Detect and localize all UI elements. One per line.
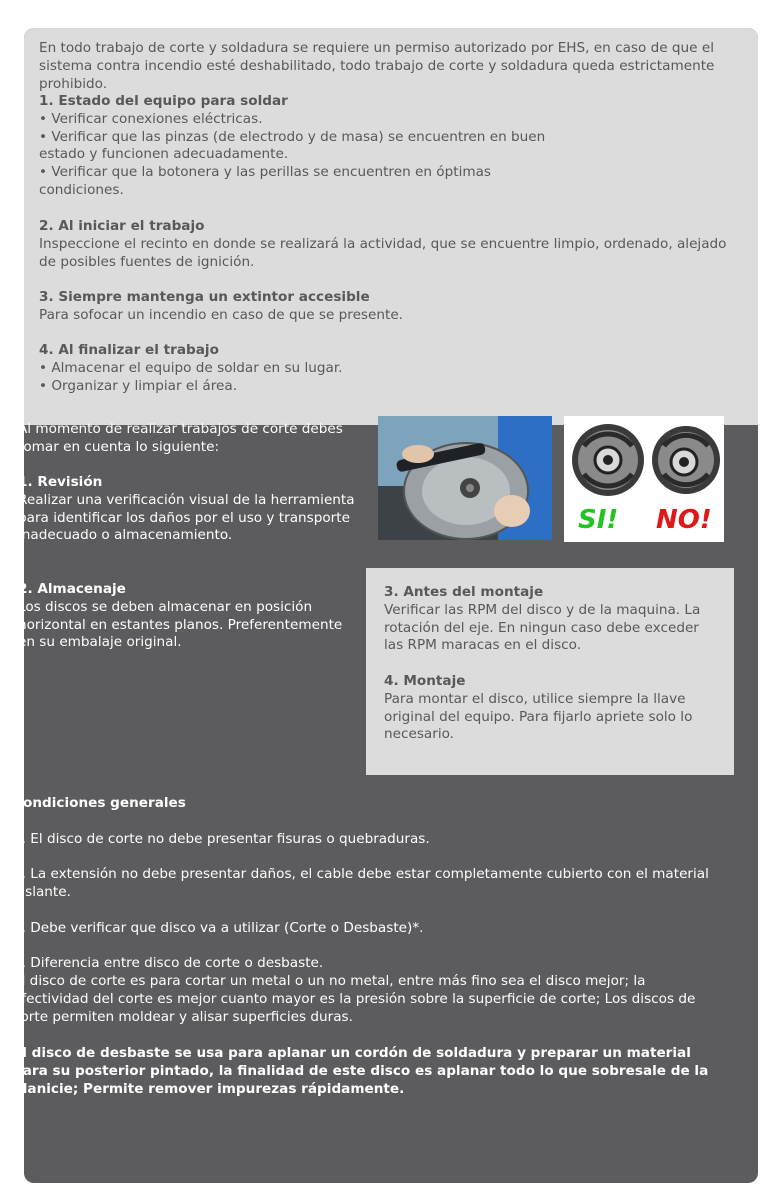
grinding-disc-note: El disco de desbaste se usa para aplanar un cordón de soldadura y preparar un material para su posterior pintado, la finalidad de este disco es aplanar todo lo que sobresale de la planicie; Permite remover impurezas rápidamente. [13,1045,709,1097]
section-mounting [384,673,719,744]
si-label: SI! [578,505,619,535]
condition-5: 5. El disco de corte no debe presentar fisuras o quebraduras. [13,830,430,847]
disc-comparison-illustration [564,416,724,542]
section-text: Para montar el disco, utilice siempre la llave original del equipo. Para fijarlo apriete solo lo necesario. [384,690,693,743]
correct-disc-icon [572,424,644,496]
section-title: 4. Al finalizar el trabajo [39,342,219,358]
section-equipment [39,93,639,200]
section-text: Verificar las RPM del disco y de la maquina. La rotación del eje. En ningun caso debe exceder las RPM maracas en el disco. [384,601,701,654]
welding-section [24,28,758,425]
condition-8-text: El disco de corte es para cortar un metal o un no metal, entre más fino sea el disco mejor; la efectividad del corte es mejor cuanto mayor es la presión sobre la superficie de corte; Los discos de corte permiten moldear y alisar superficies duras. [13,972,696,1025]
section-text: Los discos se deben almacenar en posición horizontal en estantes planos. Preferentemente en su embalaje original. [18,598,343,651]
mounting-box [366,568,734,775]
section-title: 1. Revisión [18,474,103,490]
section-title: 3. Antes del montaje [384,584,544,600]
section-start-work [39,218,744,271]
conditions-title: Condiciones generales [13,795,186,811]
conditions-list [13,795,723,1026]
welding-intro: En todo trabajo de corte y soldadura se requiere un permiso autorizado por EHS, en caso de que el sistema contra incendio esté deshabilitado, todo trabajo de corte y soldadura queda estrictamente prohibido. [39,40,715,92]
section-extinguisher [39,289,744,325]
incorrect-disc-icon [652,426,720,494]
disc-comparison-image [564,416,724,542]
condition-7: 7. Debe verificar que disco va a utilizar (Corte o Desbaste)*. [13,919,424,936]
section-title: 3. Siempre mantenga un extintor accesible [39,289,370,305]
finish-checklist: • Almacenar el equipo de soldar en su lugar. • Organizar y limpiar el área. [39,359,343,394]
section-text: Para sofocar un incendio en caso de que se presente. [39,306,404,323]
grinder-photo-illustration [378,416,552,540]
section-storage [18,581,358,652]
section-before-mounting [384,584,719,655]
no-label: NO! [656,505,712,535]
condition-6: 6. La extensión no debe presentar daños, el cable debe estar completamente cubierto con el material aislante. [13,866,709,900]
condition-8-title: 8. Diferencia entre disco de corte o desbaste. [13,955,324,972]
section-title: 2. Almacenaje [18,581,126,597]
section-finish-work [39,342,744,395]
grinder-wrench-photo [378,416,552,540]
section-text: Realizar una verificación visual de la herramienta para identificar los daños por el uso y transporte inadecuado o almacenamiento. [18,491,355,544]
section-title: 4. Montaje [384,673,466,689]
section-text: Inspeccione el recinto en donde se realizará la actividad, que se encuentre limpio, ordenado, alejado de posibles fuentes de ignición. [39,235,727,270]
section-title: 2. Al iniciar el trabajo [39,218,205,234]
equipment-checklist: • Verificar conexiones eléctricas. • Verificar que las pinzas (de electrodo y de masa) se encuentren en buen estado y funcionen adecuadamente. • Verificar que la botonera y las perillas se encuentren en óptimas condiciones. [39,110,546,198]
cutting-intro: Al momento de realizar trabajos de corte debes tomar en cuenta lo siguiente: [18,421,343,455]
section-review [18,474,358,545]
section-title: 1. Estado del equipo para soldar [39,93,288,109]
